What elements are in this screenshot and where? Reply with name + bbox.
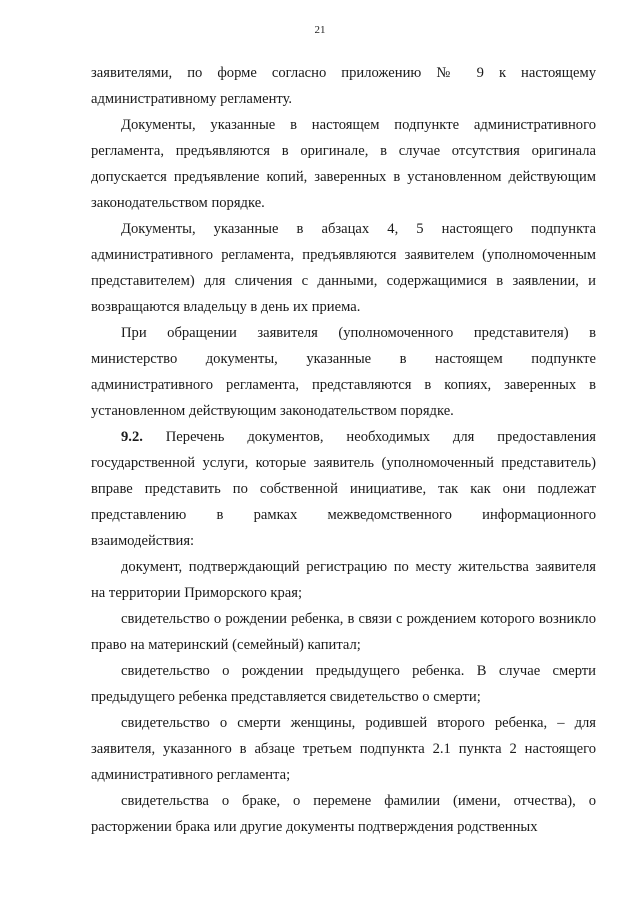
list-item-birth-certificate: свидетельство о рождении ребенка, в связи с рождением которого возникло право на материнский (семейный) капитал; — [91, 611, 596, 653]
document-body — [91, 60, 596, 840]
section-number: 9.2. — [121, 429, 143, 445]
paragraph-ministry-copies: При обращении заявителя (уполномоченного представителя) в министерство документы, указанные в настоящем подпункте административного регламента, представляются в копиях, заверенных в установленном действующим законодательством порядке. — [91, 325, 596, 419]
list-item-previous-child: свидетельство о рождении предыдущего ребенка. В случае смерти предыдущего ребенка представляется свидетельство о смерти; — [91, 663, 596, 705]
list-item-marriage-certificates: свидетельства о браке, о перемене фамилии (имени, отчества), о расторжении брака или другие документы подтверждения родственных — [91, 793, 596, 835]
paragraph-continuation: заявителями, по форме согласно приложению № 9 к настоящему административному регламенту. — [91, 65, 596, 107]
page-number: 21 — [314, 24, 326, 36]
paragraph-section-9-2 — [91, 424, 596, 554]
list-item-registration: документ, подтверждающий регистрацию по месту жительства заявителя на территории Приморского края; — [91, 559, 596, 601]
list-item-death-certificate: свидетельство о смерти женщины, родившей второго ребенка, – для заявителя, указанного в абзаце третьем подпункта 2.1 пункта 2 настоящего административного регламента; — [91, 715, 596, 783]
paragraph-verification: Документы, указанные в абзацах 4, 5 настоящего подпункта административного регламента, предъявляются заявителем (уполномоченным представителем) для сличения с данными, содержащимися в заявлении, и возвращаются владельцу в день их приема. — [91, 221, 596, 315]
paragraph-originals: Документы, указанные в настоящем подпункте административного регламента, предъявляются в оригинале, в случае отсутствия оригинала допускается предъявление копий, заверенных в установленном действующим законодательством порядке. — [91, 117, 596, 211]
section-text: Перечень документов, необходимых для предоставления государственной услуги, которые заявитель (уполномоченный представитель) вправе представить по собственной инициативе, так как они подлежат представлению в рамках межведомственного информационного взаимодействия: — [91, 429, 596, 549]
